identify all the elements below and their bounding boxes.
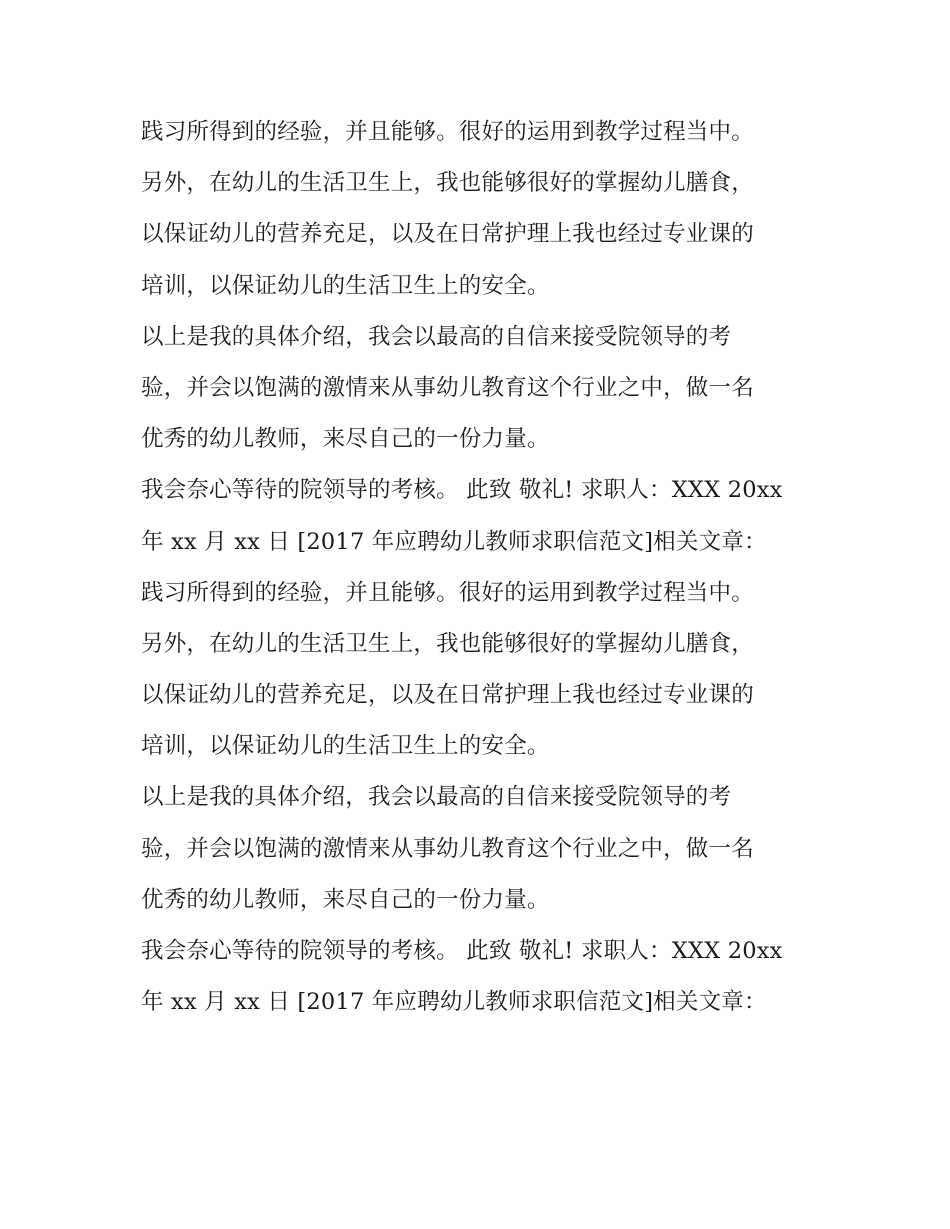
- text-line: 优秀的幼儿教师，来尽自己的一份力量。: [141, 886, 550, 913]
- text-line: 以上是我的具体介绍，我会以最高的自信来接受院领导的考: [141, 784, 732, 811]
- document-body: [141, 107, 821, 1028]
- text-line: 优秀的幼儿教师，来尽自己的一份力量。: [141, 426, 550, 453]
- text-line: 践习所得到的经验，并且能够。很好的运用到教学过程当中。: [141, 119, 754, 145]
- text-line: 培训，以保证幼儿的生活卫生上的安全。: [141, 733, 550, 760]
- text-line: 以保证幼儿的营养充足，以及在日常护理上我也经过专业课的: [141, 682, 754, 709]
- text-line: 我会奈心等待的院领导的考核。 此致 敬礼! 求职人：XXX 20xx: [141, 477, 783, 504]
- text-line: 践习所得到的经验，并且能够。很好的运用到教学过程当中。: [141, 579, 754, 606]
- text-line: 年 xx 月 xx 日 [2017 年应聘幼儿教师求职信范文]相关文章：: [141, 989, 767, 1016]
- text-line: 验，并会以饱满的激情来从事幼儿教育这个行业之中，做一名: [141, 374, 754, 401]
- text-line: 另外，在幼儿的生活卫生上，我也能够很好的掌握幼儿膳食，: [141, 170, 754, 197]
- text-line: 年 xx 月 xx 日 [2017 年应聘幼儿教师求职信范文]相关文章：: [141, 528, 767, 555]
- text-line: 我会奈心等待的院领导的考核。 此致 敬礼! 求职人：XXX 20xx: [141, 938, 783, 964]
- text-line: 以保证幼儿的营养充足，以及在日常护理上我也经过专业课的: [141, 221, 754, 248]
- text-line: 验，并会以饱满的激情来从事幼儿教育这个行业之中，做一名: [141, 835, 754, 862]
- text-line: 另外，在幼儿的生活卫生上，我也能够很好的掌握幼儿膳食，: [141, 630, 754, 657]
- text-line: 培训，以保证幼儿的生活卫生上的安全。: [141, 272, 550, 299]
- text-line: 以上是我的具体介绍，我会以最高的自信来接受院领导的考: [141, 323, 732, 350]
